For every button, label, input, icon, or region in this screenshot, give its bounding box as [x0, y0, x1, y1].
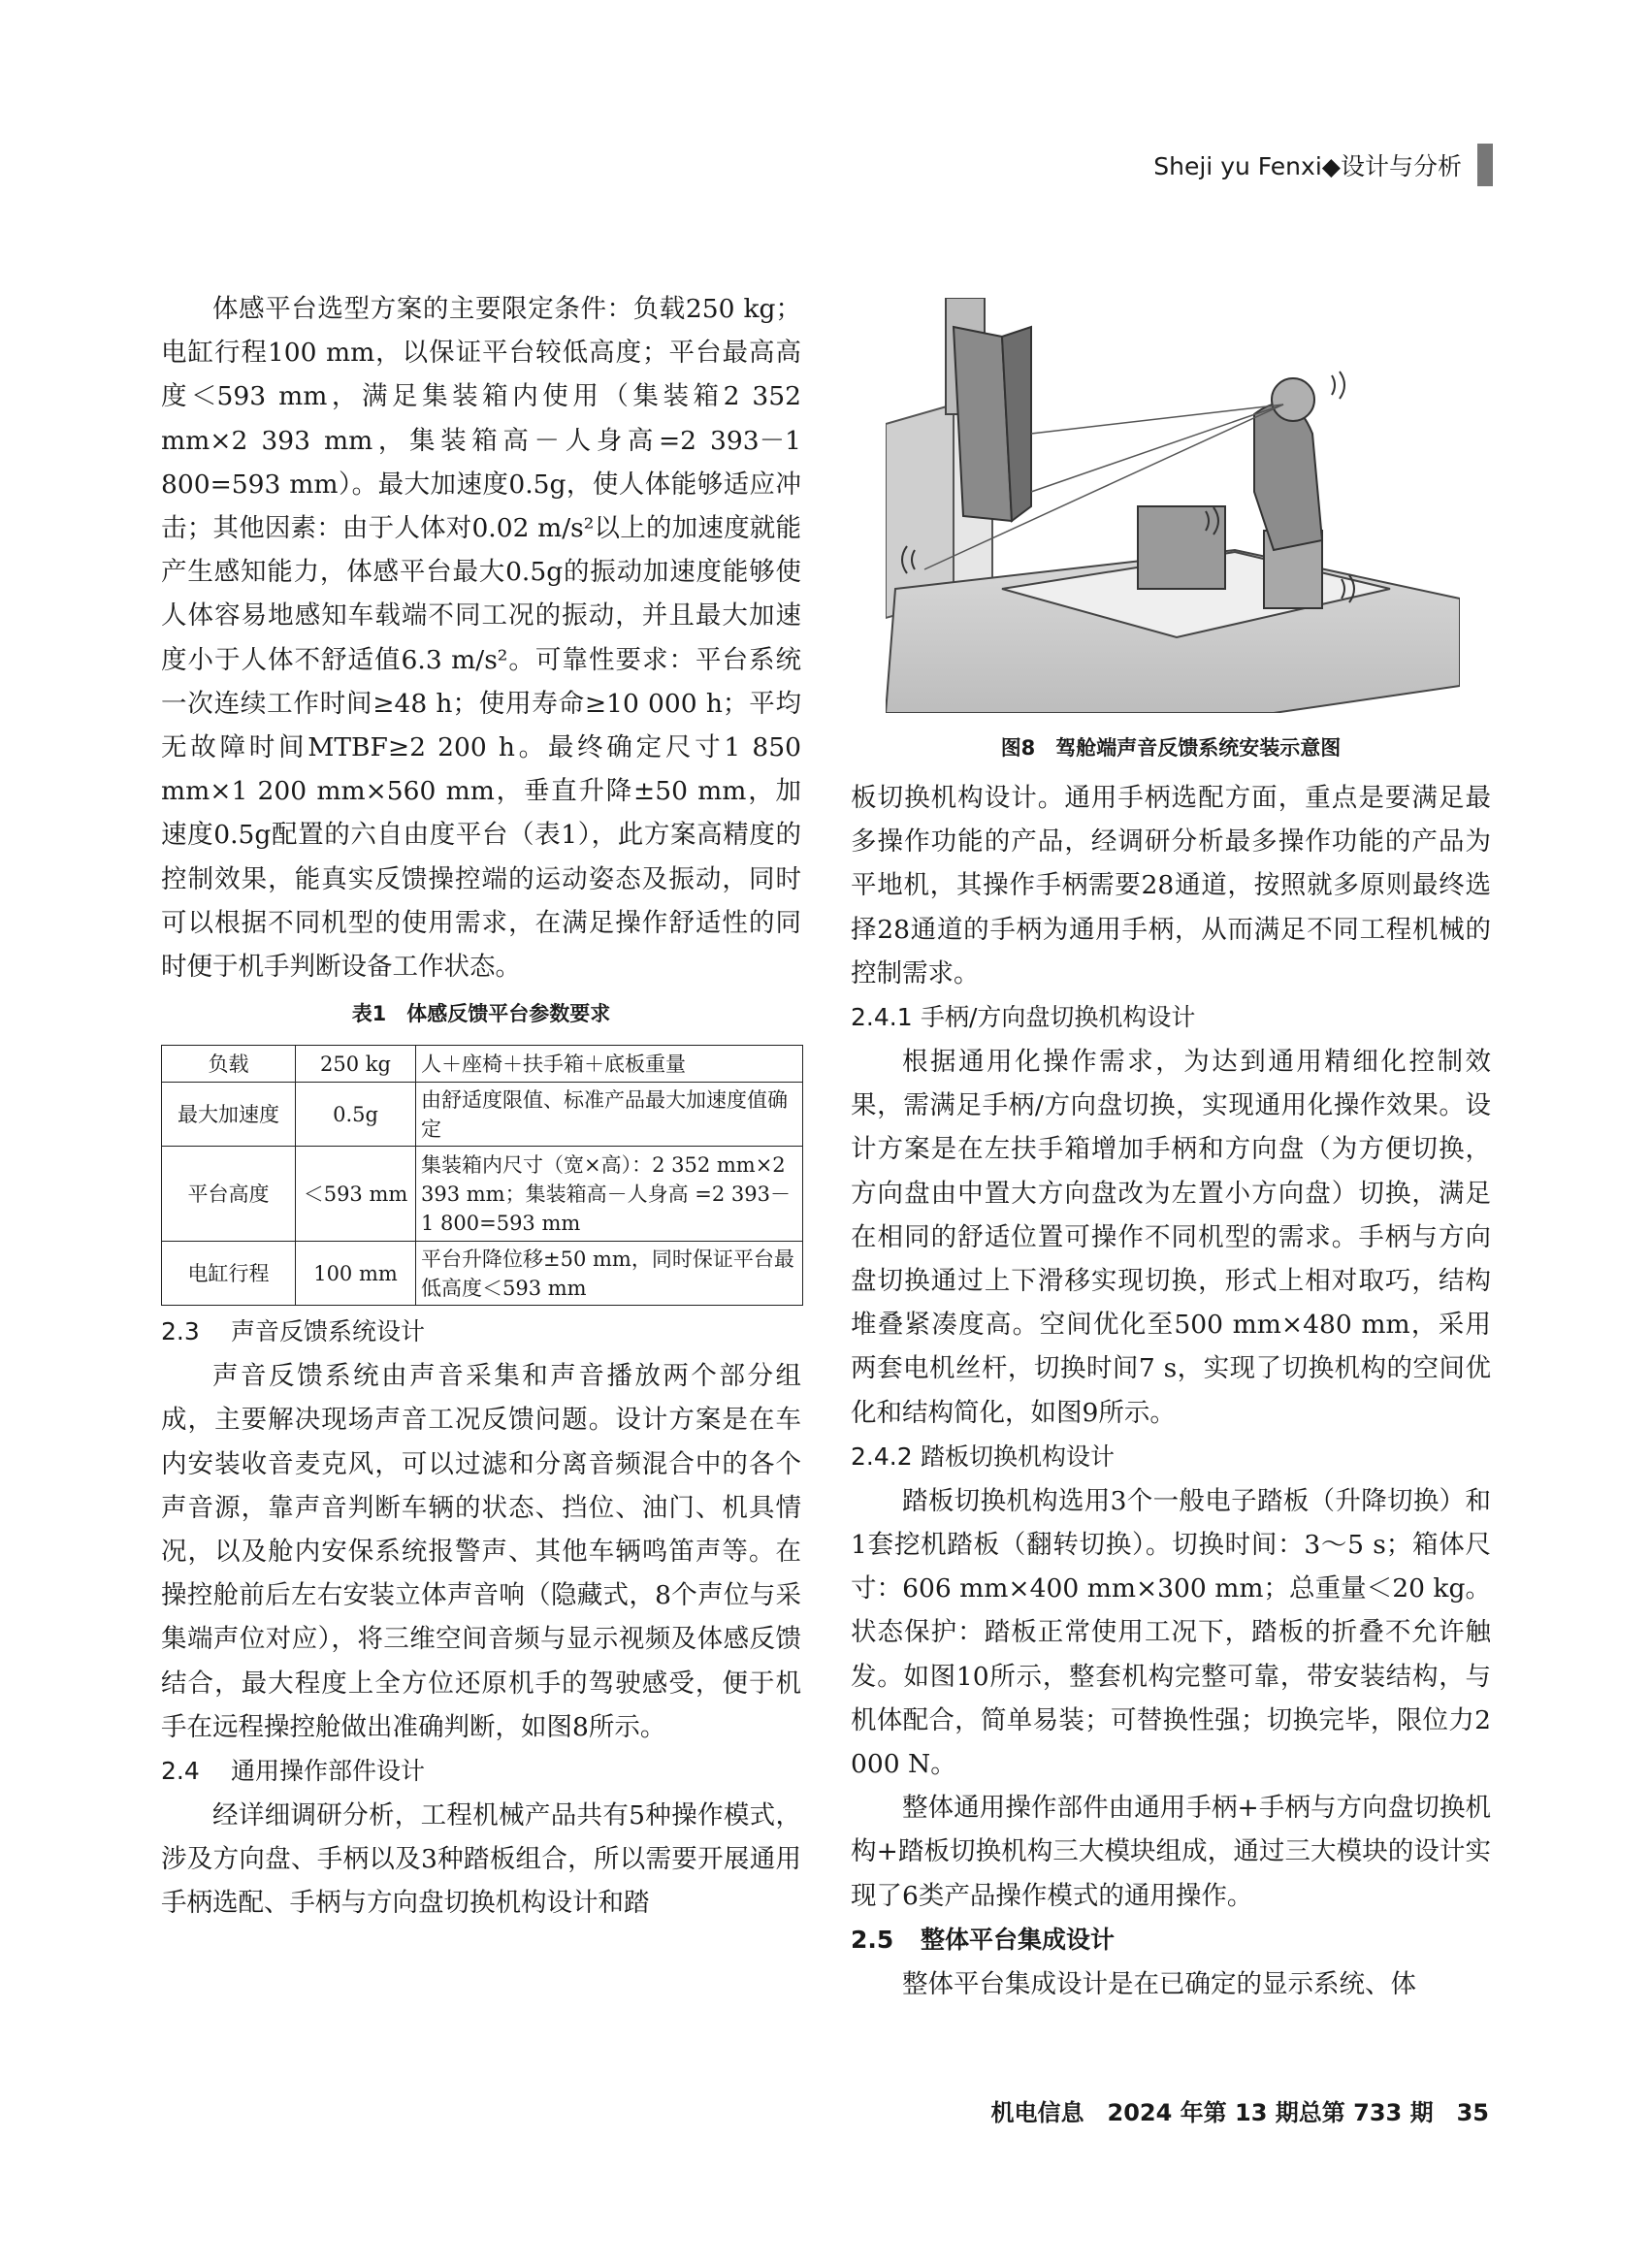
table-cell: 最大加速度 [162, 1083, 296, 1147]
section-title: 声音反馈系统设计 [231, 1317, 426, 1346]
paragraph: 经详细调研分析，工程机械产品共有5种操作模式，涉及方向盘、手柄以及3种踏板组合，所以需要开展通用手柄选配、手柄与方向盘切换机构设计和踏 [161, 1800, 801, 1919]
left-column [161, 287, 801, 1926]
section-number: 2.3 [161, 1317, 200, 1346]
table-cell: 250 kg [296, 1046, 416, 1083]
section-number: 2.4.2 [851, 1442, 913, 1471]
header-bar [1477, 144, 1493, 186]
table-cell: 0.5g [296, 1083, 416, 1147]
section-heading [161, 1310, 801, 1354]
section-number: 2.4 [161, 1757, 200, 1786]
table-cell: 平台高度 [162, 1147, 296, 1242]
paragraph: 体感平台选型方案的主要限定条件：负载250 kg；电缸行程100 mm，以保证平台较低高度；平台最高高度＜593 mm，满足集装箱内使用（集装箱2 352 mm×2 393 mm，集装箱高－人身高=2 393－1 800=593 mm）。最大加速度0.5g，使人体能够适应冲击；其他因素：由于人体对0.02 m/s²以上的加速度就能产生感知能力，体感平台最大0.5g的振动加速度能够使人体容易地感知车载端不同工况的振动，并且最大加速度小于人体不舒适值6.3 m/s²。可靠性要求：平台系统一次连续工作时间≥48 h；使用寿命≥10 000 h；平均无故障时间MTBF≥2 200 h。最终确定尺寸1 850 mm×1 200 mm×560 mm，垂直升降±50 mm，加速度0.5g配置的六自由度平台（表1），此方案高精度的控制效果，能真实反馈操控端的运动姿态及振动，同时可以根据不同机型的使用需求，在满足操作舒适性的同时便于机手判断设备工作状态。 [161, 294, 801, 983]
table-caption: 表1 体感反馈平台参数要求 [351, 1002, 611, 1026]
right-column [851, 776, 1491, 2006]
section-heading [851, 1435, 1491, 1479]
paragraph: 整体平台集成设计是在已确定的显示系统、体 [902, 1968, 1416, 1999]
table-cell: 人＋座椅＋扶手箱＋底板重量 [416, 1046, 803, 1083]
section-heading [851, 995, 1491, 1040]
table-row [162, 1147, 803, 1242]
figure-caption: 图8 驾舱端声音反馈系统安装示意图 [1000, 736, 1342, 760]
section-title: 踏板切换机构设计 [921, 1442, 1116, 1471]
running-header [1153, 144, 1493, 186]
table-cell: 集装箱内尺寸（宽×高）：2 352 mm×2 393 mm；集装箱高－人身高 =2 393－1 800=593 mm [416, 1147, 803, 1242]
page-footer: 机电信息 2024 年第 13 期总第 733 期 35 [990, 2099, 1489, 2126]
section-title: 通用操作部件设计 [231, 1757, 426, 1786]
section-heading [161, 1749, 801, 1794]
table-cell: 平台升降位移±50 mm，同时保证平台最低高度＜593 mm [416, 1242, 803, 1306]
section-number: 2.4.1 [851, 1003, 913, 1032]
section-title: 整体平台集成设计 [921, 1925, 1116, 1954]
table-cell: 负载 [162, 1046, 296, 1083]
section-heading [851, 1918, 1491, 1962]
paragraph: 整体通用操作部件由通用手柄+手柄与方向盘切换机构+踏板切换机构三大模块组成，通过三大模块的设计实现了6类产品操作模式的通用操作。 [851, 1793, 1491, 1911]
table-cell: ＜593 mm [296, 1147, 416, 1242]
paragraph: 踏板切换机构选用3个一般电子踏板（升降切换）和1套挖机踏板（翻转切换）。切换时间：3～5 s；箱体尺寸：606 mm×400 mm×300 mm；总重量＜20 kg。状态保护：踏板正常使用工况下，踏板的折叠不允许触发。如图10所示，整套机构完整可靠，带安装结构，与机体配合，简单易装；可替换性强；切换完毕，限位力2 000 N。 [851, 1485, 1491, 1780]
paragraph: 声音反馈系统由声音采集和声音播放两个部分组成，主要解决现场声音工况反馈问题。设计方案是在车内安装收音麦克风，可以过滤和分离音频混合中的各个声音源，靠声音判断车辆的状态、挡位、油门、机具情况，以及舱内安保系统报警声、其他车辆鸣笛声等。在操控舱前后左右安装立体声音响（隐藏式，8个声位与采集端声位对应），将三维空间音频与显示视频及体感反馈结合，最大程度上全方位还原机手的驾驶感受，便于机手在远程操控舱做出准确判断，如图8所示。 [161, 1361, 801, 1742]
section-number: 2.5 [851, 1925, 894, 1954]
table-cell: 由舒适度限值、标准产品最大加速度值确定 [416, 1083, 803, 1147]
parameter-table [161, 1045, 803, 1306]
table-row [162, 1046, 803, 1083]
table-row [162, 1242, 803, 1306]
table-cell: 100 mm [296, 1242, 416, 1306]
running-header-text: Sheji yu Fenxi◆设计与分析 [1153, 152, 1462, 180]
cockpit-drawing [886, 298, 1460, 713]
table-row [162, 1083, 803, 1147]
figure-8-illustration [886, 298, 1460, 713]
section-title: 手柄/方向盘切换机构设计 [921, 1003, 1196, 1032]
paragraph: 板切换机构设计。通用手柄选配方面，重点是要满足最多操作功能的产品，经调研分析最多操作功能的产品为平地机，其操作手柄需要28通道，按照就多原则最终选择28通道的手柄为通用手柄，从而满足不同工程机械的控制需求。 [851, 783, 1491, 988]
table-cell: 电缸行程 [162, 1242, 296, 1306]
paragraph: 根据通用化操作需求，为达到通用精细化控制效果，需满足手柄/方向盘切换，实现通用化操作效果。设计方案是在左扶手箱增加手柄和方向盘（为方便切换，方向盘由中置大方向盘改为左置小方向盘）切换，满足在相同的舒适位置可操作不同机型的需求。手柄与方向盘切换通过上下滑移实现切换，形式上相对取巧，结构堆叠紧凑度高。空间优化至500 mm×480 mm，采用两套电机丝杆，切换时间7 s，实现了切换机构的空间优化和结构简化，如图9所示。 [851, 1047, 1491, 1428]
